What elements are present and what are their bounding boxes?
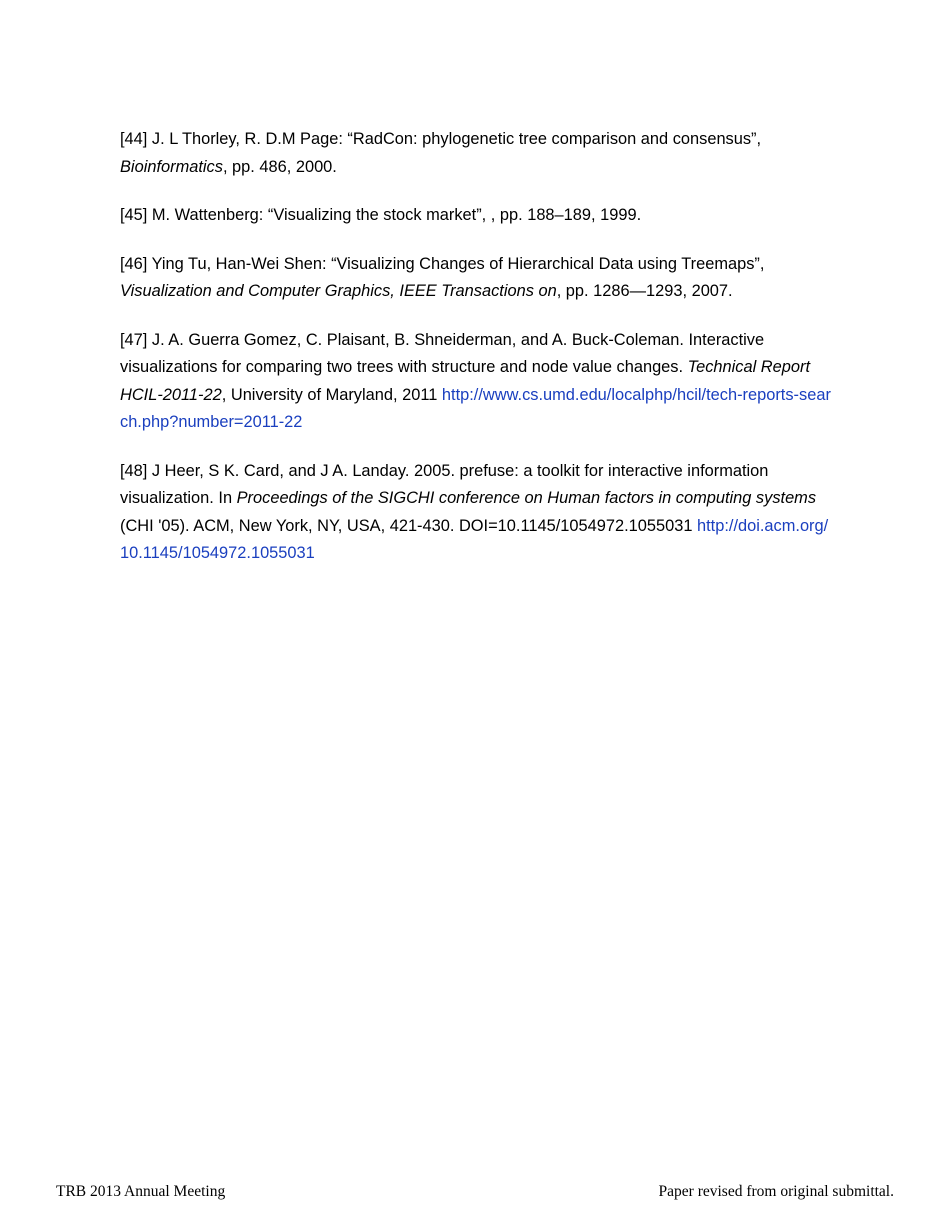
reference-details: , pp. 1286—1293, 2007. [556,282,733,300]
reference-48 [120,458,832,568]
reference-text: [47] J. A. Guerra Gomez, C. Plaisant, B. Shneiderman, and A. Buck-Coleman. Interactive visualizations for comparing two trees with structure and node value changes. [120,330,765,376]
reference-report: Technical Report HCIL-2011-22 [120,358,811,404]
reference-proceedings: Proceedings of the SIGCHI conference on Human factors in computing systems [236,489,817,507]
reference-details: , University of Maryland, 2011 [221,385,442,404]
reference-45 [120,202,832,230]
reference-text: [44] J. L Thorley, R. D.M Page: “RadCon: phylogenetic tree comparison and consensus”, [120,130,762,148]
reference-journal: Visualization and Computer Graphics, IEEE Transactions on [120,282,557,300]
reference-details: , pp. 486, 2000. [222,157,337,176]
reference-details: (CHI '05). ACM, New York, NY, USA, 421-430. DOI=10.1145/1054972.1055031 [120,516,697,535]
reference-text: [45] M. Wattenberg: “Visualizing the stock market”, , pp. 188–189, 1999. [120,206,642,224]
reference-46 [120,251,832,306]
footer-revision-note: Paper revised from original submittal. [658,1183,894,1200]
reference-text: [48] J Heer, S K. Card, and J A. Landay. 2005. prefuse: a toolkit for interactive information visualization. In [120,461,769,507]
reference-47 [120,327,832,437]
reference-44 [120,126,832,181]
reference-text: [46] Ying Tu, Han-Wei Shen: “Visualizing Changes of Hierarchical Data using Treemaps”, [120,254,765,273]
footer-meeting: TRB 2013 Annual Meeting [56,1183,226,1200]
reference-link[interactable]: http://www.cs.umd.edu/localphp/hcil/tech-reports-search.php?number=2011-22 [120,385,831,431]
reference-link[interactable]: http://doi.acm.org/10.1145/1054972.1055031 [120,516,829,562]
reference-list [120,126,832,589]
reference-journal: Bioinformatics [120,157,223,176]
